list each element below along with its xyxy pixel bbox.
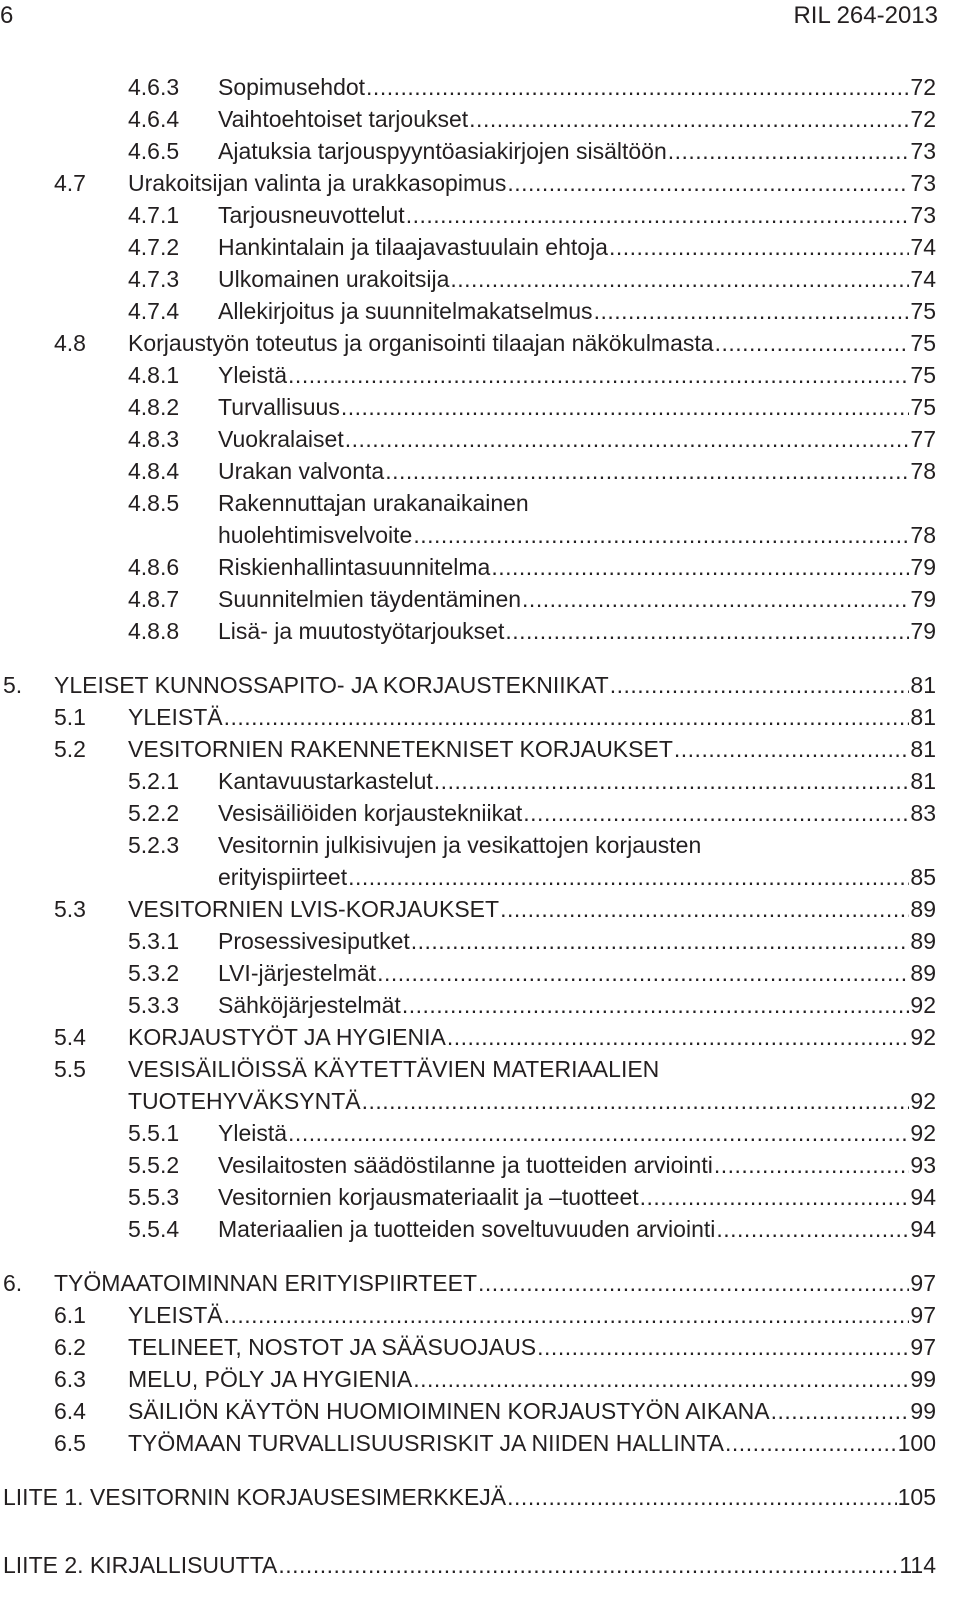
dot-leader: [288, 1117, 909, 1149]
toc-entry-number: 5.5.3: [128, 1184, 180, 1210]
toc-entry-title: Tarjousneuvottelut: [218, 202, 405, 228]
toc-entry-number: 5.3.2: [128, 960, 180, 986]
dot-leader: [505, 615, 909, 647]
toc-entry-title: erityispiirteet: [218, 864, 348, 890]
toc-entry-number: 5.5.2: [128, 1152, 180, 1178]
toc-entry-number: 4.6.4: [128, 106, 180, 132]
toc-entry-title: KORJAUSTYÖT JA HYGIENIA: [128, 1024, 446, 1050]
toc-entry[interactable]: [0, 391, 960, 423]
toc-entry[interactable]: [0, 829, 960, 893]
toc-entry-number: 5.2.1: [128, 768, 180, 794]
toc-entry-page: 89: [910, 896, 936, 922]
dot-leader: [609, 231, 909, 263]
toc-entry-page: 97: [910, 1302, 936, 1328]
toc-entry-title-line1: Vesitornin julkisivujen ja vesikattojen korjausten: [218, 832, 702, 858]
toc-entry[interactable]: [0, 701, 960, 733]
toc-entry-title: Sopimusehdot: [218, 74, 366, 100]
toc-entry-number: 5.1: [54, 704, 86, 730]
dot-leader: [507, 1481, 896, 1513]
section-spacer: [0, 1513, 960, 1549]
toc-entry-page: 81: [910, 736, 936, 762]
toc-entry-page: 78: [910, 458, 936, 484]
dot-leader: [725, 1427, 897, 1459]
toc-entry-page: 81: [910, 672, 936, 698]
toc-entry-number: 4.7: [54, 170, 86, 196]
dot-leader: [278, 1549, 898, 1581]
dot-leader: [610, 669, 910, 701]
toc-entry-page: 75: [910, 330, 936, 356]
toc-entry-number: 5.3.3: [128, 992, 180, 1018]
toc-entry-page: 75: [910, 394, 936, 420]
toc-entry-number: 4.8.3: [128, 426, 180, 452]
toc-entry-page: 85: [910, 864, 936, 890]
toc-entry-page: 77: [910, 426, 936, 452]
toc-entry-page: 78: [910, 522, 936, 548]
toc-entry-title: Vesilaitosten säädöstilanne ja tuotteiden arviointi: [218, 1152, 713, 1178]
toc-entry-title: Sähköjärjestelmät: [218, 992, 401, 1018]
toc-entry-title: Materiaalien ja tuotteiden soveltuvuuden arviointi: [218, 1216, 716, 1242]
toc-entry-page: 92: [910, 1024, 936, 1050]
toc-entry-number: 6.5: [54, 1430, 86, 1456]
toc-entry-title: Suunnitelmien täydentäminen: [218, 586, 522, 612]
toc-entry-title: YLEISTÄ: [128, 1302, 223, 1328]
publication-id: RIL 264-2013: [793, 2, 938, 29]
toc-entry[interactable]: [0, 199, 960, 231]
toc-entry[interactable]: [0, 733, 960, 765]
toc-entry-number: 4.8.5: [128, 490, 180, 516]
toc-entry-number: 5.5.4: [128, 1216, 180, 1242]
dot-leader: [406, 199, 910, 231]
dot-leader: [288, 359, 909, 391]
toc-entry-number: 5.3: [54, 896, 86, 922]
toc-entry-page: 97: [910, 1334, 936, 1360]
dot-leader: [224, 701, 910, 733]
dot-leader: [716, 1213, 909, 1245]
section-spacer: [0, 1459, 960, 1481]
toc-entry-title: TYÖMAATOIMINNAN ERITYISPIIRTEET: [54, 1270, 477, 1296]
toc-entry-page: 94: [910, 1184, 936, 1210]
toc-entry-title: TYÖMAAN TURVALLISUUSRISKIT JA NIIDEN HALLINTA: [128, 1430, 725, 1456]
dot-leader: [522, 583, 909, 615]
dot-leader: [413, 519, 909, 551]
dot-leader: [411, 925, 910, 957]
dot-leader: [447, 1021, 910, 1053]
toc-entry-number: 4.8.1: [128, 362, 180, 388]
toc-entry-title: Yleistä: [218, 362, 288, 388]
toc-entry-page: 79: [910, 554, 936, 580]
toc-entry[interactable]: [0, 487, 960, 551]
toc-entry-number: 4.8.8: [128, 618, 180, 644]
toc-entry-page: 72: [910, 106, 936, 132]
toc-entry-page: 114: [899, 1552, 936, 1578]
toc-entry-page: 75: [910, 362, 936, 388]
toc-entry-page: 92: [910, 1120, 936, 1146]
toc-entry-title: Turvallisuus: [218, 394, 340, 420]
toc-entry-number: 5.3.1: [128, 928, 180, 954]
toc-entry[interactable]: [0, 295, 960, 327]
toc-entry[interactable]: [0, 167, 960, 199]
toc-entry-number: 5.4: [54, 1024, 86, 1050]
dot-leader: [507, 167, 909, 199]
toc-entry-number: 4.8.7: [128, 586, 180, 612]
toc-entry[interactable]: [0, 455, 960, 487]
toc-entry-number: 5.2.2: [128, 800, 180, 826]
dot-leader: [537, 1331, 909, 1363]
dot-leader: [450, 263, 909, 295]
dot-leader: [366, 71, 909, 103]
toc-entry-page: 74: [910, 266, 936, 292]
toc-entry-number: 4.7.2: [128, 234, 180, 260]
toc-entry-title: LIITE 2. KIRJALLISUUTTA: [3, 1552, 278, 1578]
toc-entry-title: huolehtimisvelvoite: [218, 522, 413, 548]
dot-leader: [594, 295, 910, 327]
dot-leader: [715, 327, 910, 359]
toc-entry-title: Vesitornien korjausmateriaalit ja –tuotteet: [218, 1184, 639, 1210]
toc-entry-page: 89: [910, 928, 936, 954]
toc-entry-page: 74: [910, 234, 936, 260]
dot-leader: [771, 1395, 910, 1427]
toc-entry[interactable]: [0, 103, 960, 135]
toc-entry-title: Kantavuustarkastelut: [218, 768, 433, 794]
toc-entry[interactable]: [0, 1267, 960, 1299]
toc-entry-title: Korjaustyön toteutus ja organisointi tilaajan näkökulmasta: [128, 330, 714, 356]
toc-entry[interactable]: [0, 1331, 960, 1363]
toc-entry-number: 6.3: [54, 1366, 86, 1392]
toc-entry-title: Yleistä: [218, 1120, 288, 1146]
toc-entry-number: 4.8.4: [128, 458, 180, 484]
toc-entry[interactable]: [0, 925, 960, 957]
toc-entry[interactable]: [0, 551, 960, 583]
toc-entry-page: 73: [910, 202, 936, 228]
toc-entry-title: Allekirjoitus ja suunnitelmakatselmus: [218, 298, 593, 324]
toc-entry-page: 79: [910, 618, 936, 644]
toc-entry[interactable]: [0, 669, 960, 701]
dot-leader: [348, 861, 909, 893]
toc-entry-number: 4.7.1: [128, 202, 180, 228]
toc-entry-title: Ulkomainen urakoitsija: [218, 266, 450, 292]
toc-entry-title: Vesisäiliöiden korjaustekniikat: [218, 800, 523, 826]
toc-entry-title: TELINEET, NOSTOT JA SÄÄSUOJAUS: [128, 1334, 537, 1360]
toc-entry-page: 92: [910, 1088, 936, 1114]
toc-entry[interactable]: [0, 1149, 960, 1181]
toc-entry[interactable]: [0, 1053, 960, 1117]
toc-entry-number: 4.6.3: [128, 74, 180, 100]
toc-entry-page: 73: [910, 138, 936, 164]
toc-entry[interactable]: [0, 327, 960, 359]
dot-leader: [362, 1085, 910, 1117]
toc-entry-title: Riskienhallintasuunnitelma: [218, 554, 491, 580]
toc-entry-title-line1: Rakennuttajan urakanaikainen: [218, 490, 529, 516]
dot-leader: [345, 423, 910, 455]
toc-entry[interactable]: [0, 1299, 960, 1331]
toc-entry-title: LVI-järjestelmät: [218, 960, 377, 986]
dot-leader: [469, 103, 909, 135]
toc-entry-page: 79: [910, 586, 936, 612]
toc-entry[interactable]: [0, 1395, 960, 1427]
toc-entry[interactable]: [0, 615, 960, 647]
toc-entry-number: 4.7.4: [128, 298, 180, 324]
toc-entry-number: 4.8: [54, 330, 86, 356]
toc-entry-title: Hankintalain ja tilaajavastuulain ehtoja: [218, 234, 608, 260]
toc-entry[interactable]: [0, 263, 960, 295]
toc-entry-page: 94: [910, 1216, 936, 1242]
section-spacer: [0, 647, 960, 669]
toc-entry-title: YLEISET KUNNOSSAPITO- JA KORJAUSTEKNIIKAT: [54, 672, 609, 698]
toc-entry[interactable]: [0, 359, 960, 391]
page-number: 6: [0, 2, 14, 29]
dot-leader: [674, 733, 910, 765]
toc-entry[interactable]: [0, 989, 960, 1021]
toc-entry-page: 93: [910, 1152, 936, 1178]
toc-entry-title: Urakan valvonta: [218, 458, 385, 484]
dot-leader: [377, 957, 909, 989]
toc-entry-page: 81: [910, 768, 936, 794]
toc-entry[interactable]: [0, 1549, 960, 1581]
toc-entry-page: 72: [910, 74, 936, 100]
toc-entry[interactable]: [0, 893, 960, 925]
toc-entry[interactable]: [0, 1363, 960, 1395]
toc-entry-title: Vaihtoehtoiset tarjoukset: [218, 106, 469, 132]
toc-entry-title: VESITORNIEN RAKENNETEKNISET KORJAUKSET: [128, 736, 673, 762]
dot-leader: [402, 989, 910, 1021]
dot-leader: [413, 1363, 909, 1395]
toc-entry[interactable]: [0, 797, 960, 829]
toc-entry[interactable]: [0, 1213, 960, 1245]
toc-entry-number: 4.6.5: [128, 138, 180, 164]
toc-entry-number: 5.5.1: [128, 1120, 180, 1146]
toc-entry-number: 4.8.2: [128, 394, 180, 420]
section-spacer: [0, 1245, 960, 1267]
toc-entry[interactable]: [0, 957, 960, 989]
toc-entry-number: 5.5: [54, 1056, 86, 1082]
toc-entry-title: Ajatuksia tarjouspyyntöasiakirjojen sisältöön: [218, 138, 667, 164]
toc-entry-title: Vuokralaiset: [218, 426, 344, 452]
toc-entry-number: 4.8.6: [128, 554, 180, 580]
dot-leader: [640, 1181, 910, 1213]
toc-entry-page: 105: [897, 1484, 936, 1510]
toc-entry-page: 81: [910, 704, 936, 730]
toc-entry[interactable]: [0, 135, 960, 167]
toc-entry-title: VESITORNIEN LVIS-KORJAUKSET: [128, 896, 500, 922]
dot-leader: [434, 765, 910, 797]
toc-entry-title: Prosessivesiputket: [218, 928, 410, 954]
toc-entry-title: SÄILIÖN KÄYTÖN HUOMIOIMINEN KORJAUSTYÖN AIKANA: [128, 1398, 770, 1424]
toc-entry[interactable]: [0, 231, 960, 263]
toc-entry-title: YLEISTÄ: [128, 704, 223, 730]
toc-entry-page: 83: [910, 800, 936, 826]
table-of-contents: [0, 71, 960, 1581]
toc-entry[interactable]: [0, 71, 960, 103]
toc-entry-page: 99: [910, 1398, 936, 1424]
toc-entry[interactable]: [0, 423, 960, 455]
toc-entry-page: 97: [910, 1270, 936, 1296]
toc-entry-number: 5.: [3, 672, 23, 698]
toc-entry-title: LIITE 1. VESITORNIN KORJAUSESIMERKKEJÄ: [3, 1484, 507, 1510]
toc-entry-page: 73: [910, 170, 936, 196]
toc-entry-number: 4.7.3: [128, 266, 180, 292]
toc-entry-page: 89: [910, 960, 936, 986]
toc-entry-number: 6.1: [54, 1302, 86, 1328]
toc-entry-title: Lisä- ja muutostyötarjoukset: [218, 618, 505, 644]
toc-entry-title: TUOTEHYVÄKSYNTÄ: [128, 1088, 361, 1114]
toc-entry-page: 99: [910, 1366, 936, 1392]
toc-entry-page: 75: [910, 298, 936, 324]
toc-entry-number: 6.4: [54, 1398, 86, 1424]
toc-entry-page: 100: [897, 1430, 936, 1456]
toc-entry-title: Urakoitsijan valinta ja urakkasopimus: [128, 170, 507, 196]
dot-leader: [714, 1149, 910, 1181]
toc-entry-page: 92: [910, 992, 936, 1018]
toc-entry[interactable]: [0, 1117, 960, 1149]
dot-leader: [523, 797, 909, 829]
dot-leader: [500, 893, 909, 925]
toc-entry-number: 5.2: [54, 736, 86, 762]
toc-entry[interactable]: [0, 765, 960, 797]
toc-entry-title-line1: VESISÄILIÖISSÄ KÄYTETTÄVIEN MATERIAALIEN: [128, 1056, 660, 1082]
dot-leader: [224, 1299, 910, 1331]
page-header: [0, 0, 960, 34]
dot-leader: [385, 455, 909, 487]
toc-entry-number: 5.2.3: [128, 832, 180, 858]
dot-leader: [668, 135, 910, 167]
dot-leader: [478, 1267, 909, 1299]
toc-entry[interactable]: [0, 583, 960, 615]
toc-entry[interactable]: [0, 1021, 960, 1053]
toc-entry[interactable]: [0, 1481, 960, 1513]
toc-entry-number: 6.2: [54, 1334, 86, 1360]
dot-leader: [491, 551, 909, 583]
toc-entry[interactable]: [0, 1181, 960, 1213]
toc-entry-title: MELU, PÖLY JA HYGIENIA: [128, 1366, 413, 1392]
toc-entry-number: 6.: [3, 1270, 23, 1296]
toc-entry[interactable]: [0, 1427, 960, 1459]
dot-leader: [341, 391, 910, 423]
